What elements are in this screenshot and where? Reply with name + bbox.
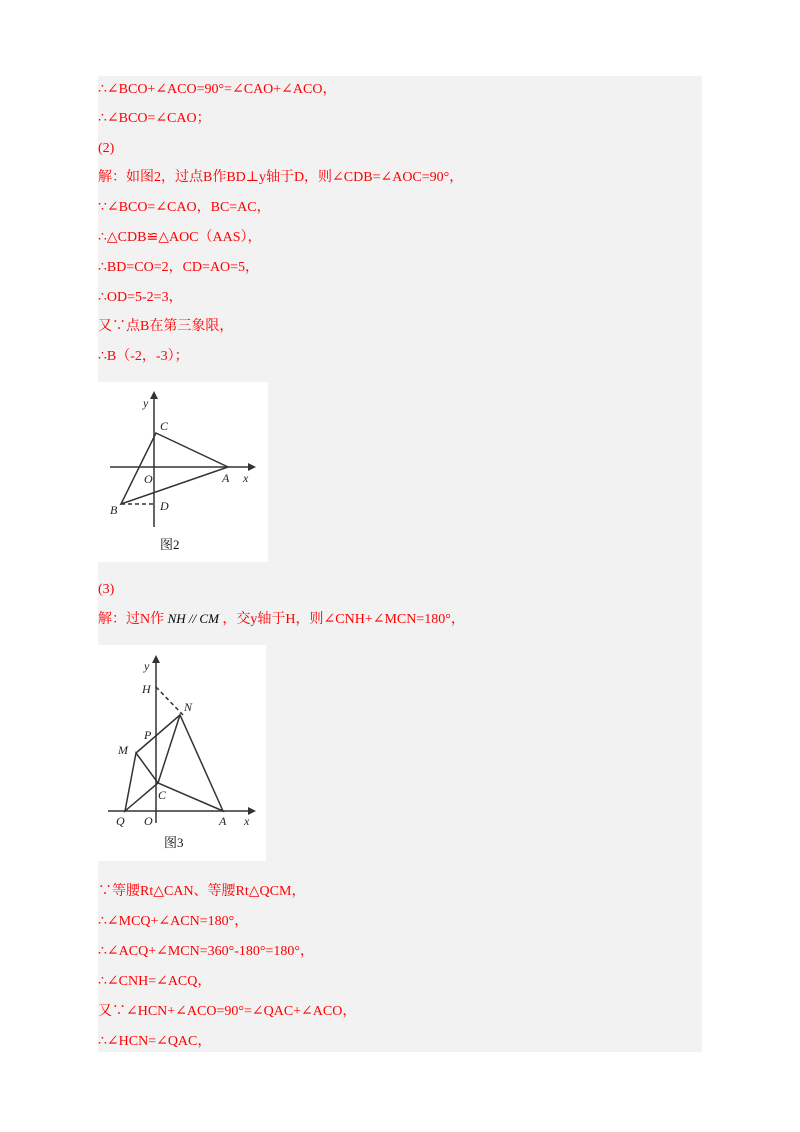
fig2-label-c: C bbox=[160, 419, 169, 433]
text-line-14: ∴∠CNH=∠ACQ， bbox=[98, 974, 212, 989]
text-line-12: ∴∠MCQ+∠ACN=180°， bbox=[98, 914, 249, 929]
text-line-11: ∵等腰Rt△CAN、等腰Rt△QCM， bbox=[98, 884, 306, 899]
text-line-1: ∴∠BCO+∠ACO=90°=∠CAO+∠ACO， bbox=[98, 82, 337, 97]
fig3-label-x: x bbox=[244, 814, 250, 828]
fig3-label-p: P bbox=[144, 728, 152, 742]
fig3-label-q: Q bbox=[116, 814, 125, 828]
fig2-label-a: A bbox=[222, 471, 230, 485]
text-line-16: ∴∠HCN=∠QAC， bbox=[98, 1034, 212, 1049]
fig2-label-b: B bbox=[110, 503, 118, 517]
fig2-label-d: D bbox=[160, 499, 169, 513]
fig3-label-o: O bbox=[144, 814, 153, 828]
figure-2 bbox=[98, 382, 268, 562]
text-line-10 bbox=[98, 609, 465, 630]
part-3-heading: (3) bbox=[98, 582, 115, 597]
solution-panel bbox=[98, 76, 702, 1052]
fig2-caption: 图2 bbox=[160, 537, 180, 552]
fig3-label-h: H bbox=[142, 682, 151, 696]
fig3-caption: 图3 bbox=[164, 835, 184, 850]
part-2-heading: (2) bbox=[98, 141, 115, 156]
text-line-13: ∴∠ACQ+∠MCN=360°-180°=180°， bbox=[98, 944, 314, 959]
text-line-4: ∵∠BCO=∠CAO，BC=AC， bbox=[98, 200, 271, 215]
fig3-label-c: C bbox=[158, 788, 167, 802]
text-line-3: 解：如图2，过点B作BD⊥y轴于D，则∠CDB=∠AOC=90°， bbox=[98, 170, 464, 185]
fig3-label-a: A bbox=[219, 814, 227, 828]
fig3-label-m: M bbox=[118, 743, 128, 757]
text-line-2: ∴∠BCO=∠CAO； bbox=[98, 111, 211, 126]
text-line-10-end: ，交y轴于H，则∠CNH+∠MCN=180°， bbox=[222, 612, 465, 627]
text-line-7: ∴OD=5-2=3， bbox=[98, 290, 183, 305]
fig3-label-n: N bbox=[184, 700, 193, 714]
text-line-15: 又∵∠HCN+∠ACO=90°=∠QAC+∠ACO， bbox=[98, 1004, 357, 1019]
fig2-label-x: x bbox=[243, 471, 249, 485]
fig2-label-o: O bbox=[144, 472, 153, 486]
figure-3 bbox=[98, 645, 266, 861]
fig3-label-y: y bbox=[144, 659, 150, 673]
text-line-6: ∴BD=CO=2，CD=AO=5， bbox=[98, 260, 260, 275]
nh-parallel-cm: NH // CM bbox=[167, 611, 219, 626]
fig2-label-y: y bbox=[143, 396, 149, 410]
text-line-8: 又∵点B在第三象限， bbox=[98, 319, 234, 334]
text-line-5: ∴△CDB≌△AOC（AAS）， bbox=[98, 230, 262, 245]
text-line-9: ∴B（-2，-3）； bbox=[98, 349, 189, 364]
text-line-10-start: 解：过N作 bbox=[98, 612, 165, 627]
